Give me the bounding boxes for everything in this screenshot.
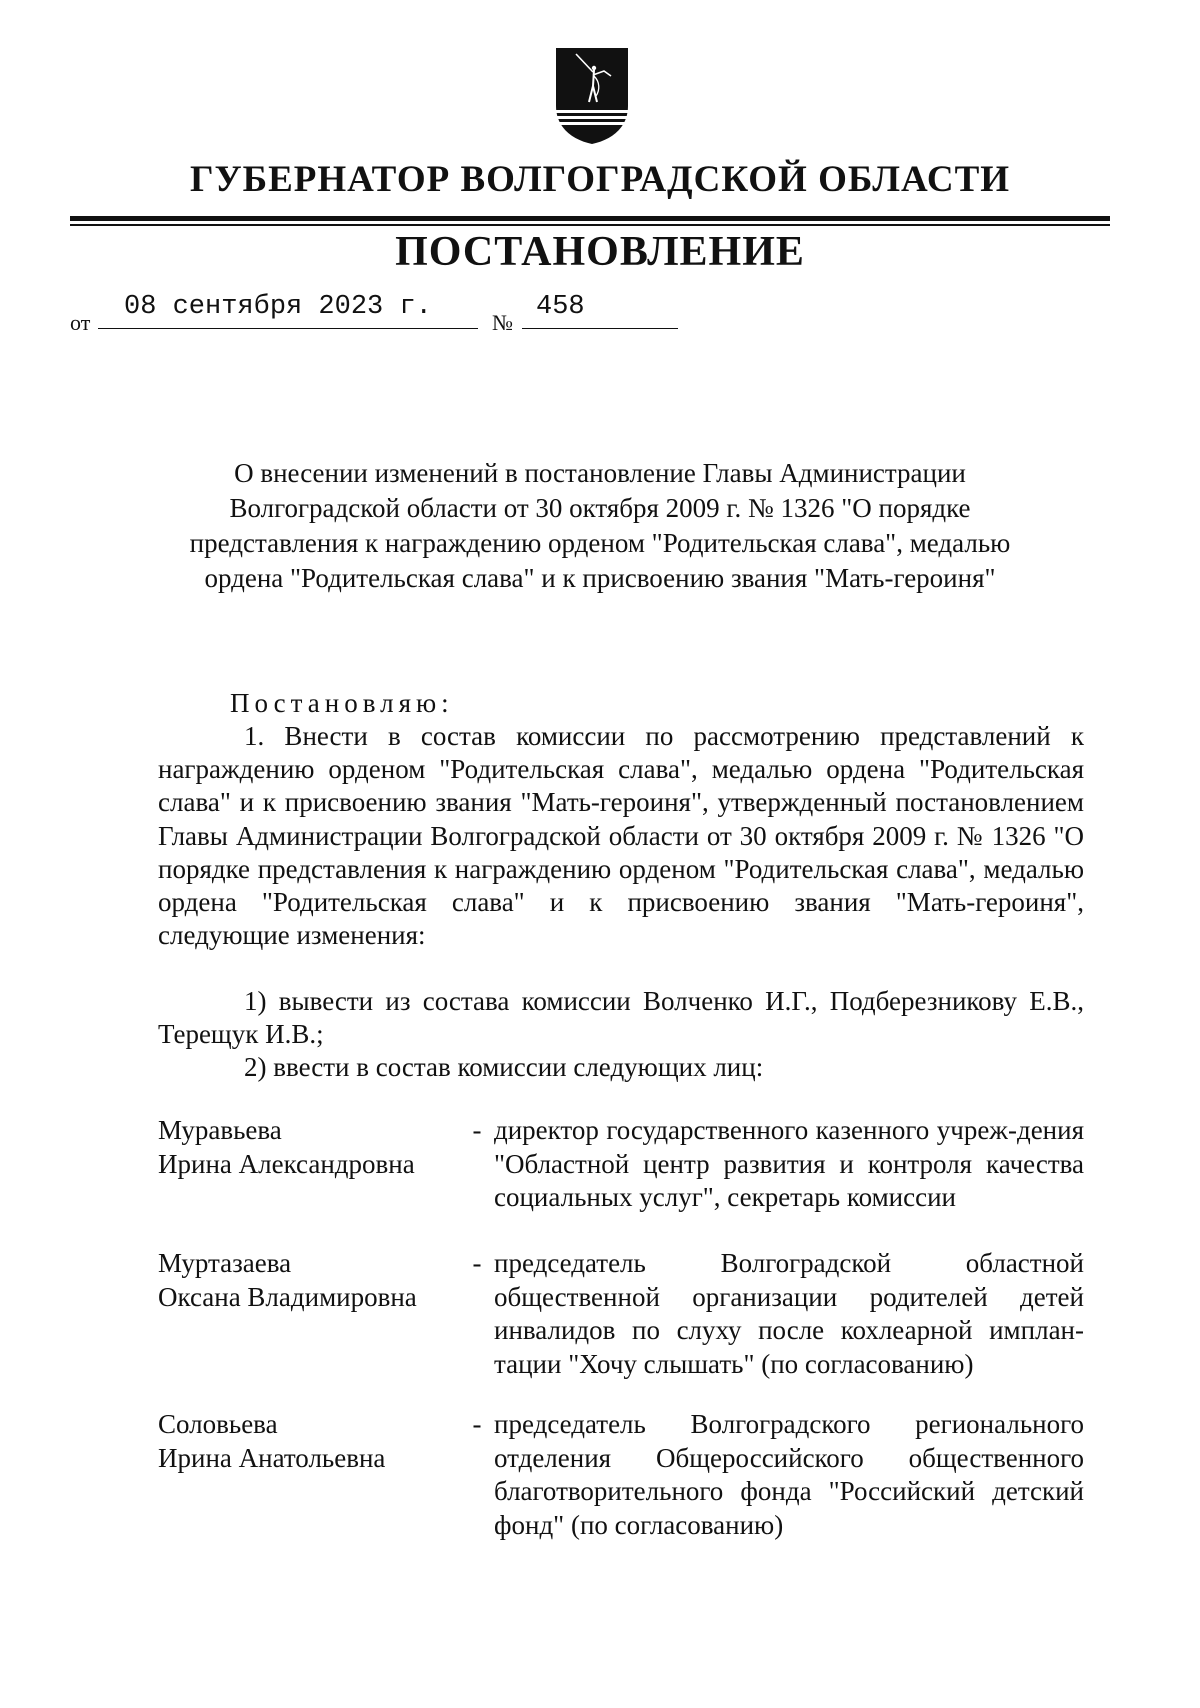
issuer-title: ГУБЕРНАТОР ВОЛГОГРАДСКОЙ ОБЛАСТИ (189, 159, 1011, 200)
member-surname: Муравьева (158, 1115, 282, 1145)
member-role: председатель Волгоградского регионального отделения Общероссийского общественного благотворительного фонда "Российский детский фонд" (по согласованию) (494, 1409, 1084, 1540)
date-label: от (70, 310, 91, 335)
subitem-2-paragraph (158, 1051, 1084, 1084)
member-dash: - (472, 1115, 482, 1145)
document-subject: О внесении изменений в постановление Главы Администрации Волгоградской области от 30 октября 2009 г. № 1326 "О порядке представления к награждению орденом "Родительская слава", медалью ордена "Родительская слава" и к присвоению звания "Мать-героиня" (189, 458, 1011, 593)
member-surname: Муртазаева (158, 1248, 292, 1278)
member-name (158, 1114, 458, 1181)
number-label: № (492, 310, 513, 335)
subitem-1-text: 1) вывести из состава комиссии Волченко И.Г., Подберезникову Е.В., Терещук И.В.; (158, 986, 1084, 1050)
item-1-paragraph (158, 720, 1084, 952)
date-value: 08 сентября 2023 г. (124, 292, 432, 322)
header-rule-thin (70, 224, 1110, 226)
member-role: председатель Волгоградской областной общественной организации родителей детей инвалидов по слуху после кохлеарной имплан-тации "Хочу слышать" (по согласованию) (494, 1248, 1084, 1379)
member-given-name: Оксана Владимировна (158, 1281, 417, 1312)
document-type-title: ПОСТАНОВЛЕНИЕ (395, 229, 805, 275)
member-role: директор государственного казенного учреж-дения "Областной центр развития и контроля качества социальных услуг", секретарь комиссии (494, 1115, 1084, 1212)
member-name (158, 1408, 458, 1475)
subitem-2-text: 2) ввести в состав комиссии следующих лиц: (244, 1052, 764, 1082)
member-name (158, 1247, 458, 1314)
header-rule-thick (70, 216, 1110, 221)
number-value: 458 (536, 292, 585, 322)
item-1-text: 1. Внести в состав комиссии по рассмотрению представлений к награждению орденом "Родительская слава", медалью ордена "Родительская слава" и к присвоению звания "Мать-героиня", утвержденный постановлением Главы Администрации Волгоградской области от 30 октября 2009 г. № 1326 "О порядке представления к награждению орденом "Родительская слава", медалью ордена "Родительская слава" и к присвоению звания "Мать-героиня", следующие изменения: (158, 721, 1084, 951)
member-given-name: Ирина Анатольевна (158, 1442, 386, 1473)
number-underline (522, 328, 678, 329)
document-meta (0, 292, 1200, 336)
resolve-heading: Постановляю: (230, 688, 454, 718)
member-given-name: Ирина Александровна (158, 1148, 415, 1179)
date-underline (98, 328, 478, 329)
subitem-1-paragraph (158, 985, 1084, 1051)
member-dash: - (472, 1248, 482, 1278)
member-surname: Соловьева (158, 1409, 278, 1439)
member-dash: - (472, 1409, 482, 1439)
volgograd-emblem-icon (556, 48, 628, 144)
